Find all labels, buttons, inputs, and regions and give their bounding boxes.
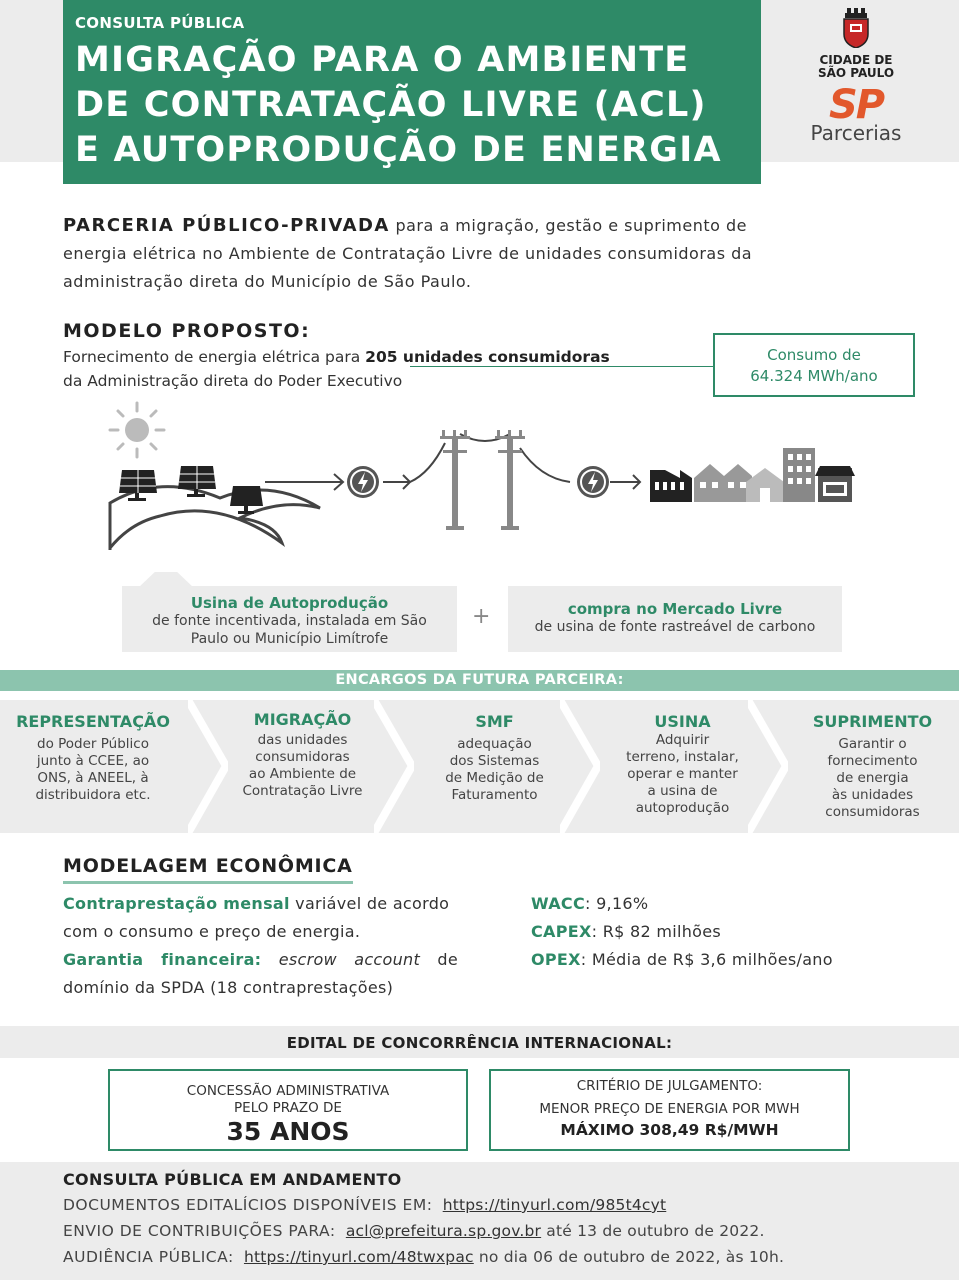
building-icon — [783, 448, 815, 502]
step-suprimento — [790, 712, 955, 821]
usina-title: Usina de Autoprodução — [190, 594, 389, 612]
header-title-line: E AUTOPRODUÇÃO DE ENERGIA — [75, 130, 722, 170]
step-text — [790, 736, 955, 821]
step-line: de energia — [836, 770, 909, 786]
model-desc-line2: da Administração direta do Poder Executivo — [63, 372, 403, 390]
plus-sign: + — [472, 604, 491, 629]
lightning-circle-icon — [577, 466, 609, 498]
model-desc-bold: 205 unidades consumidoras — [365, 348, 610, 366]
criterio-line1: CRITÉRIO DE JULGAMENTO: — [576, 1078, 763, 1094]
usina-text-line1: de fonte incentivada, instalada em São — [152, 613, 427, 629]
energy-flow-diagram — [100, 398, 880, 573]
step-title: SMF — [475, 712, 514, 731]
step-representacao — [5, 712, 181, 804]
consulta-audiencia-line — [63, 1248, 784, 1266]
city-logo-text — [796, 54, 916, 80]
step-line: consumidoras — [825, 804, 920, 820]
concessao-prazo: 35 ANOS — [226, 1117, 350, 1146]
step-title: MIGRAÇÃO — [253, 710, 352, 729]
wacc-label: WACC — [531, 894, 585, 913]
economia-title: MODELAGEM ECONÔMICA — [63, 855, 353, 884]
step-line: ao Ambiente de — [248, 766, 357, 782]
sp-parcerias-label: Parcerias — [810, 121, 902, 145]
step-line: distribuidora etc. — [35, 787, 151, 803]
consumo-value: 64.324 MWh/ano — [750, 367, 878, 385]
model-description — [63, 345, 610, 393]
consulta-docs-line — [63, 1196, 666, 1214]
step-line: consumidoras — [255, 749, 350, 765]
docs-label: DOCUMENTOS EDITALÍCIOS DISPONÍVEIS EM: — [63, 1196, 433, 1214]
header-title-line: DE CONTRATAÇÃO LIVRE (ACL) — [75, 85, 707, 125]
criterio-box — [489, 1069, 850, 1151]
step-line: do Poder Público — [37, 736, 149, 752]
logo-area — [796, 8, 916, 148]
step-line: fornecimento — [827, 753, 918, 769]
step-title: SUPRIMENTO — [812, 712, 933, 731]
mercado-text: de usina de fonte rastreável de carbono — [534, 619, 816, 635]
contra-text: variável de acordo — [289, 894, 450, 913]
opex-label: OPEX — [531, 950, 581, 969]
audiencia-label: AUDIÊNCIA PÚBLICA: — [63, 1248, 234, 1266]
step-line: Garantir o — [838, 736, 907, 752]
step-line: Faturamento — [451, 787, 538, 803]
houses-icon — [694, 464, 752, 502]
model-desc-prefix: Fornecimento de energia elétrica para — [63, 348, 366, 366]
connector-line — [410, 366, 714, 367]
step-line: autoprodução — [635, 800, 730, 816]
header-title-line: MIGRAÇÃO PARA O AMBIENTE — [75, 40, 690, 80]
mercado-title: compra no Mercado Livre — [567, 600, 783, 618]
step-title: REPRESENTAÇÃO — [16, 712, 170, 731]
step-line: das unidades — [257, 732, 348, 748]
step-text — [412, 736, 577, 804]
step-line: junto à CCEE, ao — [36, 753, 150, 769]
house-icon — [746, 468, 784, 502]
docs-link[interactable]: https://tinyurl.com/985t4cyt — [442, 1196, 667, 1214]
edital-title: EDITAL DE CONCORRÊNCIA INTERNACIONAL: — [286, 1034, 673, 1052]
contra-line2: com o consumo e preço de energia. — [63, 922, 361, 941]
economia-left — [63, 890, 458, 1002]
step-line: adequação — [457, 736, 532, 752]
shop-icon — [815, 466, 855, 502]
consulta-title: CONSULTA PÚBLICA EM ANDAMENTO — [63, 1170, 402, 1189]
wacc-value: : 9,16% — [585, 894, 649, 913]
economia-right — [531, 890, 833, 974]
envio-label: ENVIO DE CONTRIBUIÇÕES PARA: — [63, 1222, 336, 1240]
city-logo-line2: SÃO PAULO — [817, 66, 895, 80]
header-banner — [63, 0, 761, 184]
step-line: a usina de — [647, 783, 718, 799]
intro-lead: PARCERIA PÚBLICO-PRIVADA — [63, 215, 390, 236]
concessao-box — [108, 1069, 468, 1151]
step-usina — [600, 712, 765, 817]
intro-text: para a migração, gestão e suprimento de energia elétrica no Ambiente de Contratação Livre de unidades consumidoras da administração direta do Município de São Paulo. — [63, 216, 753, 291]
capex-value: : R$ 82 milhões — [591, 922, 722, 941]
hills-shape — [110, 487, 320, 550]
intro-paragraph — [63, 212, 783, 296]
step-line: às unidades — [831, 787, 914, 803]
model-title: MODELO PROPOSTO: — [63, 320, 311, 342]
step-line: Adquirir — [655, 732, 710, 748]
sun-icon — [110, 403, 164, 457]
encargos-row — [0, 700, 959, 833]
consumo-box — [713, 333, 915, 397]
usina-box — [122, 586, 457, 652]
step-smf — [412, 712, 577, 804]
city-logo-line1: CIDADE DE — [819, 53, 893, 67]
opex-value: : Média de R$ 3,6 milhões/ano — [580, 950, 833, 969]
city-crest-icon — [841, 8, 871, 48]
step-line: operar e manter — [627, 766, 738, 782]
lightning-circle-icon — [347, 466, 379, 498]
step-line: ONS, à ANEEL, à — [37, 770, 149, 786]
contra-label: Contraprestação mensal — [63, 894, 290, 913]
header-title — [75, 38, 749, 173]
step-text — [220, 732, 385, 800]
envio-suffix: até 13 de outubro de 2022. — [541, 1222, 765, 1240]
step-line: terreno, instalar, — [626, 749, 739, 765]
criterio-maximo: MÁXIMO 308,49 R$/MWH — [560, 1121, 779, 1139]
garantia-line2: domínio da SPDA (18 contraprestações) — [63, 978, 394, 997]
concessao-line1: CONCESSÃO ADMINISTRATIVA — [186, 1083, 390, 1099]
audiencia-suffix: no dia 06 de outubro de 2022, às 10h. — [473, 1248, 785, 1266]
consumo-label: Consumo de — [767, 346, 861, 364]
garantia-label: Garantia financeira: — [63, 950, 262, 969]
step-text — [5, 736, 181, 804]
garantia-line — [63, 946, 458, 974]
power-pole-icon — [495, 430, 525, 530]
concessao-line2: PELO PRAZO DE — [234, 1100, 342, 1116]
step-line: dos Sistemas — [449, 753, 540, 769]
criterio-line2: MENOR PREÇO DE ENERGIA POR MWH — [539, 1101, 800, 1117]
step-title: USINA — [654, 712, 711, 731]
garantia-de: de — [437, 950, 458, 969]
garantia-text: escrow account — [278, 950, 421, 969]
audiencia-link[interactable]: https://tinyurl.com/48twxpac — [243, 1248, 474, 1266]
step-line: de Medição de — [445, 770, 544, 786]
step-line: Contratação Livre — [242, 783, 363, 799]
envio-email-link[interactable]: acl@prefeitura.sp.gov.br — [345, 1222, 542, 1240]
step-migracao — [220, 710, 385, 800]
mercado-box — [508, 586, 842, 652]
usina-text-line2: Paulo ou Município Limítrofe — [190, 631, 389, 647]
encargos-title: ENCARGOS DA FUTURA PARCEIRA: — [0, 670, 959, 691]
sp-parcerias-logo: SP — [828, 82, 884, 128]
consulta-envio-line — [63, 1222, 765, 1240]
step-text — [600, 732, 765, 817]
header-kicker: CONSULTA PÚBLICA — [75, 14, 245, 32]
capex-label: CAPEX — [531, 922, 592, 941]
factory-icon — [650, 470, 692, 502]
